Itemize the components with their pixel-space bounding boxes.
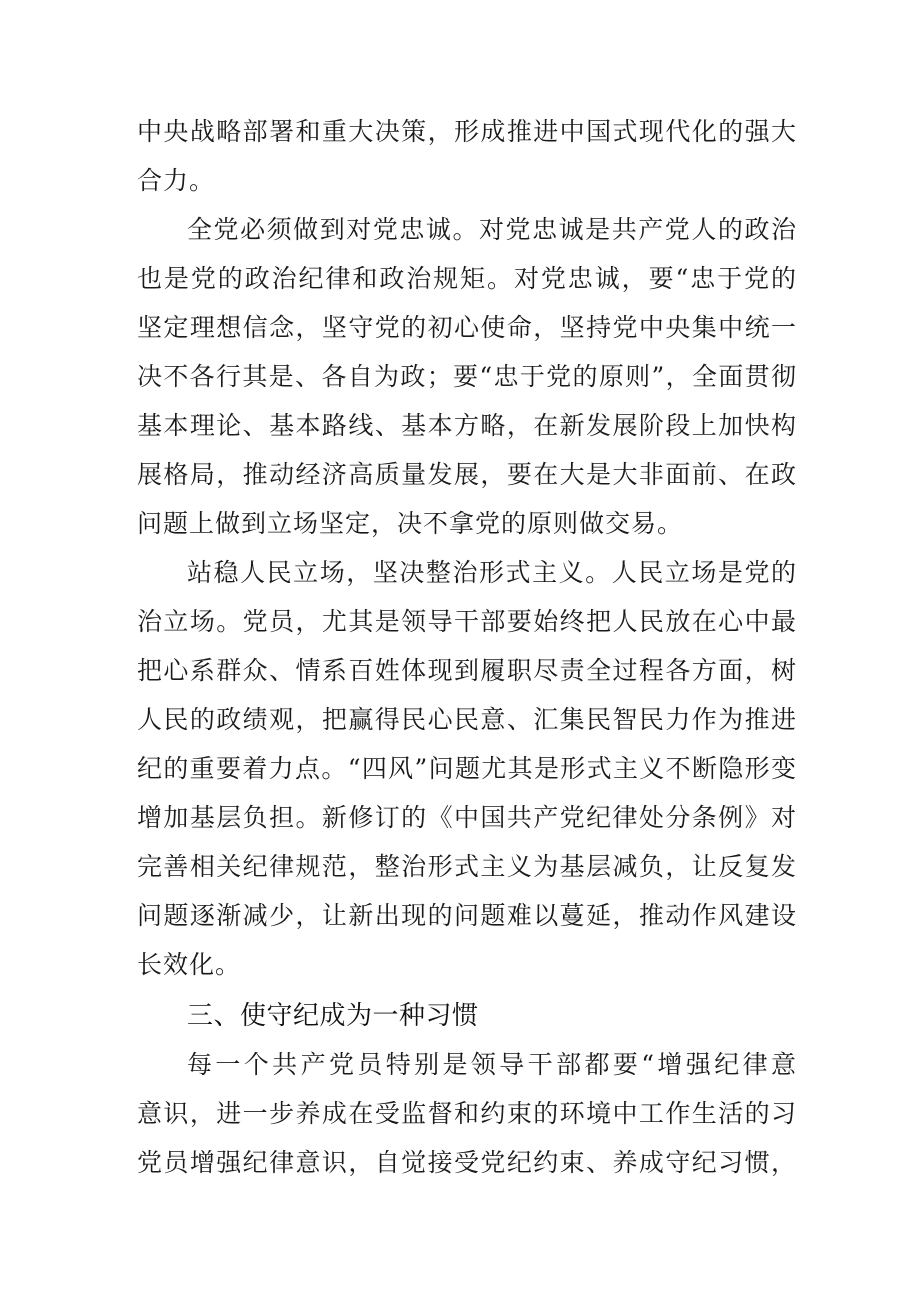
paragraph-line: 全党必须做到对党忠诚。对党忠诚是共产党人的政治 — [187, 215, 797, 244]
paragraph-line: 决不各行其是、各自为政；要“忠于党的原则”，全面贯彻 — [137, 362, 797, 391]
paragraph-line: 问题逐渐减少，让新出现的问题难以蔓延，推动作风建设 — [137, 901, 797, 930]
paragraph-line: 每一个共产党员特别是领导干部都要“增强纪律意 — [187, 1050, 797, 1079]
paragraph-line: 也是党的政治纪律和政治规矩。对党忠诚，要“忠于党的 — [137, 264, 797, 293]
paragraph-line: 展格局，推动经济高质量发展，要在大是大非面前、在政 — [137, 460, 797, 489]
paragraph-line: 基本理论、基本路线、基本方略，在新发展阶段上加快构 — [137, 411, 797, 440]
paragraph-line: 人民的政绩观，把赢得民心民意、汇集民智民力作为推进 — [137, 705, 797, 734]
paragraph-line: 增加基层负担。新修订的《中国共产党纪律处分条例》对 — [137, 803, 797, 832]
section-heading: 三、使守纪成为一种习惯 — [187, 1001, 479, 1031]
paragraph-line: 纪的重要着力点。“四风”问题尤其是形式主义不断隐形变 — [137, 754, 797, 783]
paragraph-line: 把心系群众、情系百姓体现到履职尽责全过程各方面，树 — [137, 656, 797, 685]
paragraph-line: 合力。 — [137, 166, 216, 195]
paragraph-line: 治立场。党员，尤其是领导干部要始终把人民放在心中最 — [137, 607, 797, 636]
paragraph-line: 坚定理想信念，坚守党的初心使命，坚持党中央集中统一 — [137, 313, 797, 342]
paragraph-line: 站稳人民立场，坚决整治形式主义。人民立场是党的 — [187, 558, 797, 587]
paragraph-line: 党员增强纪律意识，自觉接受党纪约束、养成守纪习惯， — [137, 1148, 797, 1177]
paragraph-line: 完善相关纪律规范，整治形式主义为基层减负，让反复发 — [137, 852, 797, 881]
paragraph-line: 意识，进一步养成在受监督和约束的环境中工作生活的习 — [137, 1099, 797, 1128]
paragraph-line: 中央战略部署和重大决策，形成推进中国式现代化的强大 — [137, 117, 797, 146]
paragraph-line: 问题上做到立场坚定，决不拿党的原则做交易。 — [137, 509, 684, 538]
paragraph-line: 长效化。 — [137, 950, 242, 979]
